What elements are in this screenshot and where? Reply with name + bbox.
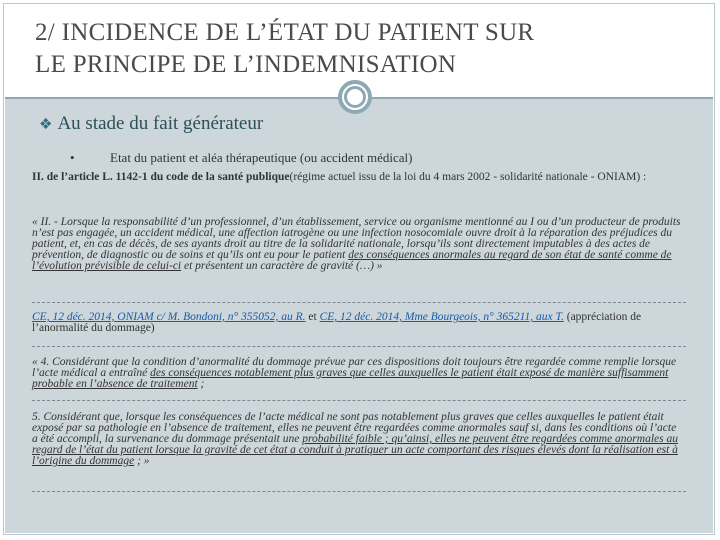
article-context: (régime actuel issu de la loi du 4 mars 2002 - solidarité nationale - ONIAM) : <box>289 171 647 183</box>
separator <box>32 400 686 402</box>
considerant-5-underlined-2: ; qu’ainsi, elles ne peuvent être regardées comme anormales au regard de l’état du patient lorsque la gravité de cet état a conduit à pratiquer un acte comportant des risques élevés dont la réalisation est à l’origine du dommage <box>32 433 678 467</box>
slide-title <box>35 17 705 81</box>
article-reference <box>32 172 684 183</box>
considerant-4-text-a: « 4. Considérant que la condition d’anormalité du dommage prévue par ces dispositions doit toujours être regardée comme remplie lorsque l’acte médical a entraîné <box>32 356 677 379</box>
considerant-5 <box>32 412 684 467</box>
considerant-5-underlined-1: probabilité faible <box>302 433 382 445</box>
case-law-references <box>32 312 684 334</box>
diamond-bullet-icon: ❖ <box>39 117 53 133</box>
considerant-5-text-a: 5. Considérant que, lorsque les conséquences de l’acte médical ne sont pas notablement plus graves que celles auxquelles le patient était exposé par sa pathologie en l’absence de traitement, elles ne peuvent être regardées comme anormales sauf si, dans les conditions où l’acte a été accompli, la survenance du dommage présentait une <box>32 411 677 445</box>
article-title: II. de l’article L. 1142-1 du code de la santé publique <box>32 171 290 183</box>
separator <box>32 491 686 493</box>
considerant-5-text-c: ; » <box>134 455 150 467</box>
quote-text-b: et présentent un caractère de gravité (…) » <box>181 260 383 272</box>
bullet-level-1-text: Au stade du fait générateur <box>57 113 264 134</box>
separator <box>32 302 686 304</box>
considerant-4 <box>32 357 684 390</box>
bullet-level-2 <box>70 150 670 166</box>
case-conjunction: et <box>305 311 320 323</box>
article-quote <box>32 217 684 272</box>
bullet-level-1 <box>39 113 263 135</box>
considerant-4-text-b: ; <box>197 378 205 390</box>
case-note: (appréciation de l’anormalité du dommage) <box>32 311 642 334</box>
quote-text-a: « II. - Lorsque la responsabilité d’un professionnel, d’un établissement, service ou organisme mentionné au I ou d’un producteur de produits n’est pas engagée, un accident médical, une affection iatrogène ou une infection nosocomiale ouvre droit à la réparation des préjudices du patient, et, en cas de décès, de ses ayants droit au titre de la solidarité nationale, lorsqu’ils sont directement imputables à des actes de prévention, de diagnostic ou de soins et qu’ils ont eu pour le patient <box>32 216 681 261</box>
bullet-level-2-text: Etat du patient et aléa thérapeutique (ou accident médical) <box>110 150 413 165</box>
quote-underlined: des conséquences anormales au regard de son état de santé comme de l’évolution prévisible de celui-ci <box>32 249 672 272</box>
circle-ornament-inner-icon <box>344 86 366 108</box>
case-link-bourgeois[interactable]: CE, 12 déc. 2014, Mme Bourgeois, n° 365211, aux T. <box>319 311 564 323</box>
dot-bullet-icon: • <box>70 150 75 165</box>
case-link-bondoni[interactable]: CE, 12 déc. 2014, ONIAM c/ M. Bondoni, n° 355052, au R. <box>32 311 306 323</box>
title-line-2: LE PRINCIPE DE L’INDEMNISATION <box>35 51 457 78</box>
separator <box>32 346 686 348</box>
title-line-1: 2/ INCIDENCE DE L’ÉTAT DU PATIENT SUR <box>35 19 535 46</box>
considerant-4-underlined: des conséquences notablement plus graves que celles auxquelles le patient était exposé de manière suffisamment probable en l’absence de traitement <box>32 367 669 390</box>
